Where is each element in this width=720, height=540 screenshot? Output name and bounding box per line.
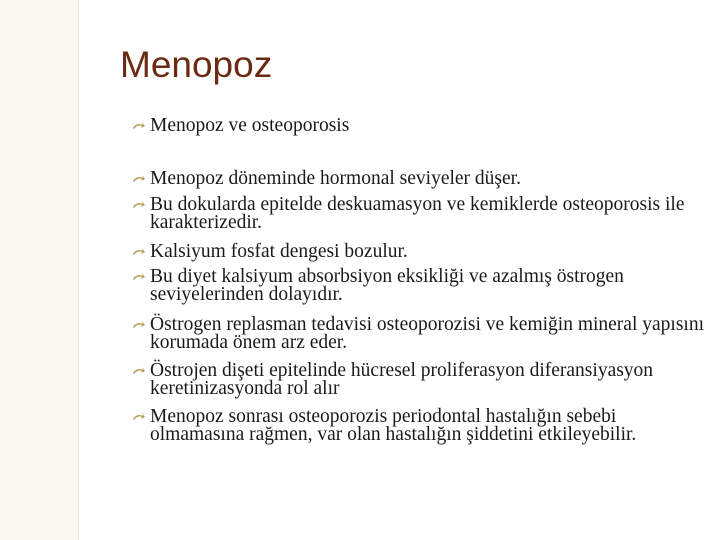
- list-item-text: Bu diyet kalsiyum absorbsiyon eksikliği ve azalmış östrogen seviyelerinden dolayıdır.: [150, 266, 624, 305]
- curved-arrow-icon: [132, 411, 146, 423]
- list-item: [130, 170, 710, 188]
- list-item-heading: [130, 117, 710, 135]
- list-item-text: Menopoz döneminde hormonal seviyeler düşer.: [150, 168, 521, 189]
- list-item-text: Kalsiyum fosfat dengesi bozulur.: [150, 241, 408, 262]
- list-item-text: Östrojen dişeti epitelinde hücresel proliferasyon diferansiyasyon keretinizasyonda rol alır: [150, 360, 654, 399]
- curved-arrow-icon: [132, 365, 146, 377]
- slide-title: Menopoz: [120, 44, 273, 85]
- list-item: [130, 196, 710, 232]
- list-item: [130, 243, 710, 261]
- left-decorative-band: [0, 0, 79, 540]
- curved-arrow-icon: [132, 319, 146, 331]
- list-item-text: Östrogen replasman tedavisi osteoporozisi ve kemiğin mineral yapısını korumada önem arz eder.: [150, 314, 704, 353]
- list-item: [130, 268, 710, 304]
- curved-arrow-icon: [132, 120, 146, 132]
- list-item-text: Menopoz ve osteoporosis: [150, 115, 350, 136]
- curved-arrow-icon: [132, 199, 146, 211]
- curved-arrow-icon: [132, 246, 146, 258]
- list-item: [130, 408, 710, 444]
- list-item: [130, 362, 710, 398]
- list-item: [130, 316, 710, 352]
- curved-arrow-icon: [132, 173, 146, 185]
- curved-arrow-icon: [132, 271, 146, 283]
- list-item-text: Menopoz sonrası osteoporozis periodontal hastalığın sebebi olmamasına rağmen, var olan hastalığın şiddetini etkileyebilir.: [150, 406, 637, 445]
- list-item-text: Bu dokularda epitelde deskuamasyon ve kemiklerde osteoporosis ile karakterizedir.: [150, 194, 685, 233]
